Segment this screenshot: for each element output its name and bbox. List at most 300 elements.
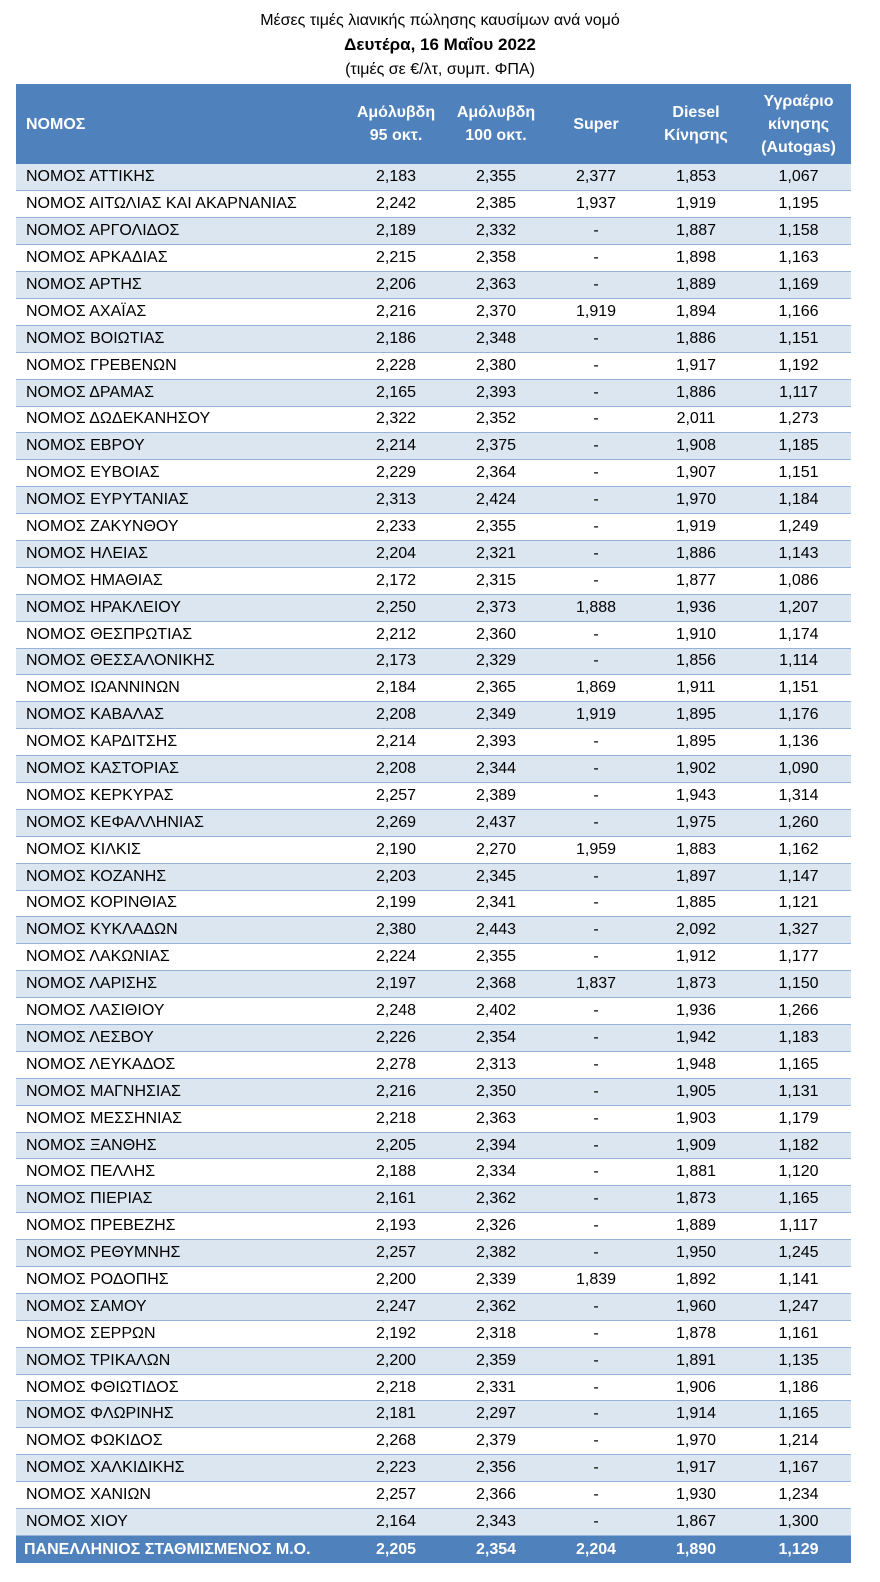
price-unleaded-95: 2,212 [346, 621, 446, 648]
table-row [16, 272, 851, 299]
prefecture-name: ΝΟΜΟΣ ΧΙΟΥ [16, 1509, 346, 1536]
price-super: - [546, 325, 646, 352]
price-super: 1,839 [546, 1267, 646, 1294]
prefecture-name: ΝΟΜΟΣ ΦΘΙΩΤΙΔΟΣ [16, 1374, 346, 1401]
column-header-diesel [646, 84, 746, 164]
price-super: 1,937 [546, 191, 646, 218]
table-row [16, 540, 851, 567]
price-autogas: 1,207 [746, 594, 851, 621]
price-unleaded-100: 2,355 [446, 944, 546, 971]
price-unleaded-95: 2,214 [346, 729, 446, 756]
column-header-line: ΝΟΜΟΣ [26, 115, 86, 133]
price-unleaded-100: 2,393 [446, 729, 546, 756]
price-super: - [546, 1132, 646, 1159]
prefecture-name: ΝΟΜΟΣ ΙΩΑΝΝΙΝΩΝ [16, 675, 346, 702]
table-row [16, 1213, 851, 1240]
price-super: - [546, 406, 646, 433]
table-row [16, 379, 851, 406]
table-row [16, 917, 851, 944]
price-diesel: 1,912 [646, 944, 746, 971]
price-unleaded-95: 2,184 [346, 675, 446, 702]
table-row [16, 1374, 851, 1401]
price-diesel: 1,908 [646, 433, 746, 460]
price-unleaded-95: 2,226 [346, 1025, 446, 1052]
price-diesel: 1,936 [646, 998, 746, 1025]
prefecture-name: ΝΟΜΟΣ ΛΕΣΒΟΥ [16, 1025, 346, 1052]
column-header-line: Diesel [672, 104, 720, 121]
price-autogas: 1,067 [746, 164, 851, 191]
column-header-prefecture [16, 84, 346, 164]
table-footer [16, 1535, 851, 1563]
price-unleaded-95: 2,186 [346, 325, 446, 352]
document-date: Δευτέρα, 16 Μαΐου 2022 [344, 35, 536, 54]
price-unleaded-95: 2,224 [346, 944, 446, 971]
price-autogas: 1,167 [746, 1455, 851, 1482]
price-unleaded-100: 2,362 [446, 1186, 546, 1213]
price-unleaded-100: 2,355 [446, 164, 546, 191]
price-autogas: 1,166 [746, 298, 851, 325]
prefecture-name: ΝΟΜΟΣ ΣΕΡΡΩΝ [16, 1320, 346, 1347]
price-unleaded-100: 2,345 [446, 863, 546, 890]
price-diesel: 1,930 [646, 1482, 746, 1509]
column-header-unleaded-100 [446, 84, 546, 164]
price-autogas: 1,165 [746, 1401, 851, 1428]
price-unleaded-100: 2,368 [446, 971, 546, 998]
price-diesel: 1,917 [646, 1455, 746, 1482]
price-unleaded-95: 2,200 [346, 1347, 446, 1374]
price-autogas: 1,214 [746, 1428, 851, 1455]
price-diesel: 1,914 [646, 1401, 746, 1428]
price-autogas: 1,151 [746, 675, 851, 702]
table-row [16, 944, 851, 971]
prefecture-name: ΝΟΜΟΣ ΑΡΚΑΔΙΑΣ [16, 245, 346, 272]
prefecture-name: ΝΟΜΟΣ ΑΧΑΪΑΣ [16, 298, 346, 325]
table-row [16, 406, 851, 433]
prefecture-name: ΝΟΜΟΣ ΘΕΣΣΑΛΟΝΙΚΗΣ [16, 648, 346, 675]
price-diesel: 1,895 [646, 702, 746, 729]
price-unleaded-95: 2,269 [346, 809, 446, 836]
price-unleaded-100: 2,443 [446, 917, 546, 944]
price-unleaded-95: 2,247 [346, 1293, 446, 1320]
price-diesel: 1,873 [646, 971, 746, 998]
price-unleaded-100: 2,380 [446, 352, 546, 379]
price-autogas: 1,183 [746, 1025, 851, 1052]
price-diesel: 1,891 [646, 1347, 746, 1374]
table-row [16, 1320, 851, 1347]
price-diesel: 1,902 [646, 756, 746, 783]
prefecture-name: ΝΟΜΟΣ ΦΩΚΙΔΟΣ [16, 1428, 346, 1455]
price-diesel: 1,910 [646, 621, 746, 648]
column-header-line: Αμόλυβδη [356, 104, 436, 121]
prefecture-name: ΝΟΜΟΣ ΧΑΛΚΙΔΙΚΗΣ [16, 1455, 346, 1482]
price-autogas: 1,165 [746, 1051, 851, 1078]
price-super: - [546, 1159, 646, 1186]
price-super: - [546, 1293, 646, 1320]
price-unleaded-100: 2,350 [446, 1078, 546, 1105]
price-diesel: 1,886 [646, 325, 746, 352]
price-unleaded-100: 2,360 [446, 621, 546, 648]
price-unleaded-100: 2,363 [446, 1105, 546, 1132]
prefecture-name: ΝΟΜΟΣ ΦΛΩΡΙΝΗΣ [16, 1401, 346, 1428]
prefecture-name: ΝΟΜΟΣ ΜΑΓΝΗΣΙΑΣ [16, 1078, 346, 1105]
price-diesel: 1,919 [646, 514, 746, 541]
table-row [16, 1347, 851, 1374]
prefecture-name: ΝΟΜΟΣ ΚΑΡΔΙΤΣΗΣ [16, 729, 346, 756]
table-row [16, 1078, 851, 1105]
price-unleaded-95: 2,188 [346, 1159, 446, 1186]
prefecture-name: ΝΟΜΟΣ ΗΡΑΚΛΕΙΟΥ [16, 594, 346, 621]
prefecture-name: ΝΟΜΟΣ ΣΑΜΟΥ [16, 1293, 346, 1320]
price-unleaded-95: 2,192 [346, 1320, 446, 1347]
price-diesel: 1,881 [646, 1159, 746, 1186]
price-unleaded-100: 2,370 [446, 298, 546, 325]
price-unleaded-95: 2,257 [346, 782, 446, 809]
price-diesel: 1,917 [646, 352, 746, 379]
price-unleaded-95: 2,380 [346, 917, 446, 944]
price-autogas: 1,169 [746, 272, 851, 299]
price-unleaded-100: 2,362 [446, 1293, 546, 1320]
price-diesel: 1,889 [646, 272, 746, 299]
price-autogas: 1,260 [746, 809, 851, 836]
price-autogas: 1,186 [746, 1374, 851, 1401]
price-diesel: 1,909 [646, 1132, 746, 1159]
price-super: - [546, 460, 646, 487]
table-row [16, 594, 851, 621]
price-unleaded-100: 2,366 [446, 1482, 546, 1509]
price-unleaded-95: 2,223 [346, 1455, 446, 1482]
table-row [16, 756, 851, 783]
price-unleaded-100: 2,424 [446, 487, 546, 514]
price-unleaded-95: 2,229 [346, 460, 446, 487]
price-unleaded-95: 2,208 [346, 756, 446, 783]
prefecture-name: ΝΟΜΟΣ ΧΑΝΙΩΝ [16, 1482, 346, 1509]
column-header-line: Κίνησης [664, 127, 728, 144]
national-average-unleaded-95: 2,205 [375, 1540, 417, 1558]
price-autogas: 1,147 [746, 863, 851, 890]
price-unleaded-95: 2,200 [346, 1267, 446, 1294]
price-diesel: 1,895 [646, 729, 746, 756]
price-diesel: 1,970 [646, 1428, 746, 1455]
price-super: - [546, 729, 646, 756]
prefecture-name: ΝΟΜΟΣ ΘΕΣΠΡΩΤΙΑΣ [16, 621, 346, 648]
document-units-note: (τιμές σε €/λτ, συμπ. ΦΠΑ) [345, 61, 535, 78]
price-unleaded-100: 2,313 [446, 1051, 546, 1078]
prefecture-name: ΝΟΜΟΣ ΚΕΦΑΛΛΗΝΙΑΣ [16, 809, 346, 836]
table-row [16, 433, 851, 460]
national-average-super: 2,204 [575, 1540, 617, 1558]
price-diesel: 1,905 [646, 1078, 746, 1105]
price-super: - [546, 1240, 646, 1267]
table-row [16, 1509, 851, 1536]
price-unleaded-95: 2,208 [346, 702, 446, 729]
table-row [16, 245, 851, 272]
price-autogas: 1,300 [746, 1509, 851, 1536]
price-unleaded-100: 2,364 [446, 460, 546, 487]
table-row [16, 890, 851, 917]
price-unleaded-95: 2,242 [346, 191, 446, 218]
price-unleaded-95: 2,203 [346, 863, 446, 890]
price-autogas: 1,136 [746, 729, 851, 756]
price-diesel: 1,889 [646, 1213, 746, 1240]
table-row [16, 298, 851, 325]
price-unleaded-100: 2,393 [446, 379, 546, 406]
price-autogas: 1,090 [746, 756, 851, 783]
price-unleaded-95: 2,161 [346, 1186, 446, 1213]
price-unleaded-95: 2,165 [346, 379, 446, 406]
price-super: - [546, 1455, 646, 1482]
column-header-line: Super [573, 115, 619, 133]
price-unleaded-100: 2,334 [446, 1159, 546, 1186]
table-row [16, 218, 851, 245]
price-unleaded-95: 2,190 [346, 836, 446, 863]
prefecture-name: ΝΟΜΟΣ ΠΕΛΛΗΣ [16, 1159, 346, 1186]
price-unleaded-100: 2,349 [446, 702, 546, 729]
table-row [16, 1105, 851, 1132]
table-row [16, 1455, 851, 1482]
price-super: - [546, 809, 646, 836]
price-autogas: 1,165 [746, 1186, 851, 1213]
price-diesel: 1,950 [646, 1240, 746, 1267]
prefecture-name: ΝΟΜΟΣ ΗΛΕΙΑΣ [16, 540, 346, 567]
price-unleaded-100: 2,329 [446, 648, 546, 675]
price-autogas: 1,117 [746, 1213, 851, 1240]
table-row [16, 1240, 851, 1267]
price-unleaded-95: 2,216 [346, 298, 446, 325]
price-super: - [546, 944, 646, 971]
price-unleaded-100: 2,363 [446, 272, 546, 299]
price-super: - [546, 1105, 646, 1132]
price-super: - [546, 917, 646, 944]
price-autogas: 1,179 [746, 1105, 851, 1132]
prefecture-name: ΝΟΜΟΣ ΔΩΔΕΚΑΝΗΣΟΥ [16, 406, 346, 433]
price-super: - [546, 245, 646, 272]
table-row [16, 514, 851, 541]
price-super: - [546, 1213, 646, 1240]
prefecture-name: ΝΟΜΟΣ ΓΡΕΒΕΝΩΝ [16, 352, 346, 379]
price-diesel: 1,892 [646, 1267, 746, 1294]
price-super: - [546, 998, 646, 1025]
price-unleaded-100: 2,326 [446, 1213, 546, 1240]
price-super: - [546, 1078, 646, 1105]
table-row [16, 782, 851, 809]
price-unleaded-100: 2,365 [446, 675, 546, 702]
price-super: - [546, 1428, 646, 1455]
price-unleaded-100: 2,354 [446, 1025, 546, 1052]
national-average-unleaded-100: 2,354 [475, 1540, 517, 1558]
price-autogas: 1,121 [746, 890, 851, 917]
table-row [16, 809, 851, 836]
price-autogas: 1,177 [746, 944, 851, 971]
price-super: - [546, 1482, 646, 1509]
price-unleaded-95: 2,189 [346, 218, 446, 245]
table-row [16, 1267, 851, 1294]
table-row [16, 675, 851, 702]
price-diesel: 1,897 [646, 863, 746, 890]
price-unleaded-95: 2,173 [346, 648, 446, 675]
national-average-autogas: 1,129 [778, 1540, 819, 1558]
prefecture-name: ΝΟΜΟΣ ΚΟΡΙΝΘΙΑΣ [16, 890, 346, 917]
price-autogas: 1,273 [746, 406, 851, 433]
price-unleaded-100: 2,348 [446, 325, 546, 352]
price-super: - [546, 1051, 646, 1078]
table-row [16, 191, 851, 218]
price-super: - [546, 648, 646, 675]
price-autogas: 1,185 [746, 433, 851, 460]
column-header-super [546, 84, 646, 164]
table-row [16, 567, 851, 594]
table-row [16, 164, 851, 191]
column-header-unleaded-95 [346, 84, 446, 164]
prefecture-name: ΝΟΜΟΣ ΚΙΛΚΙΣ [16, 836, 346, 863]
table-row [16, 1401, 851, 1428]
price-super: - [546, 272, 646, 299]
table-row [16, 1293, 851, 1320]
table-row [16, 1428, 851, 1455]
prefecture-name: ΝΟΜΟΣ ΠΡΕΒΕΖΗΣ [16, 1213, 346, 1240]
price-super: - [546, 1347, 646, 1374]
prefecture-name: ΝΟΜΟΣ ΑΡΓΟΛΙΔΟΣ [16, 218, 346, 245]
price-unleaded-95: 2,164 [346, 1509, 446, 1536]
price-unleaded-95: 2,214 [346, 433, 446, 460]
price-diesel: 1,883 [646, 836, 746, 863]
price-autogas: 1,314 [746, 782, 851, 809]
price-autogas: 1,151 [746, 460, 851, 487]
price-autogas: 1,162 [746, 836, 851, 863]
price-super: - [546, 621, 646, 648]
price-super: - [546, 540, 646, 567]
national-average-diesel: 1,890 [675, 1540, 717, 1558]
price-super: 1,919 [546, 702, 646, 729]
price-unleaded-100: 2,297 [446, 1401, 546, 1428]
price-unleaded-100: 2,343 [446, 1509, 546, 1536]
price-autogas: 1,086 [746, 567, 851, 594]
table-row [16, 460, 851, 487]
price-diesel: 1,942 [646, 1025, 746, 1052]
table-row [16, 836, 851, 863]
price-autogas: 1,163 [746, 245, 851, 272]
price-unleaded-100: 2,321 [446, 540, 546, 567]
table-row [16, 352, 851, 379]
price-unleaded-95: 2,250 [346, 594, 446, 621]
price-unleaded-95: 2,181 [346, 1401, 446, 1428]
price-diesel: 1,886 [646, 379, 746, 406]
table-row [16, 1025, 851, 1052]
price-unleaded-95: 2,228 [346, 352, 446, 379]
price-unleaded-100: 2,339 [446, 1267, 546, 1294]
price-unleaded-95: 2,268 [346, 1428, 446, 1455]
price-unleaded-100: 2,344 [446, 756, 546, 783]
price-autogas: 1,184 [746, 487, 851, 514]
price-diesel: 2,092 [646, 917, 746, 944]
column-header-line: Αμόλυβδη [456, 104, 536, 121]
prefecture-name: ΝΟΜΟΣ ΤΡΙΚΑΛΩΝ [16, 1347, 346, 1374]
price-super: - [546, 1509, 646, 1536]
price-autogas: 1,249 [746, 514, 851, 541]
price-autogas: 1,150 [746, 971, 851, 998]
prefecture-name: ΝΟΜΟΣ ΠΙΕΡΙΑΣ [16, 1186, 346, 1213]
national-average-label: ΠΑΝΕΛΛΗΝΙΟΣ ΣΤΑΘΜΙΣΜΕΝΟΣ Μ.Ο. [24, 1540, 311, 1558]
price-super: - [546, 1025, 646, 1052]
price-super: - [546, 1374, 646, 1401]
price-diesel: 1,948 [646, 1051, 746, 1078]
price-unleaded-95: 2,206 [346, 272, 446, 299]
price-diesel: 1,856 [646, 648, 746, 675]
price-autogas: 1,174 [746, 621, 851, 648]
price-unleaded-100: 2,389 [446, 782, 546, 809]
price-diesel: 1,970 [646, 487, 746, 514]
price-super: - [546, 1186, 646, 1213]
price-unleaded-100: 2,270 [446, 836, 546, 863]
prefecture-name: ΝΟΜΟΣ ΛΑΚΩΝΙΑΣ [16, 944, 346, 971]
table-row [16, 1159, 851, 1186]
prefecture-name: ΝΟΜΟΣ ΞΑΝΘΗΣ [16, 1132, 346, 1159]
price-diesel: 1,873 [646, 1186, 746, 1213]
prefecture-name: ΝΟΜΟΣ ΚΑΒΑΛΑΣ [16, 702, 346, 729]
table-row [16, 487, 851, 514]
fuel-prices-table [16, 84, 851, 1563]
price-autogas: 1,266 [746, 998, 851, 1025]
price-unleaded-100: 2,341 [446, 890, 546, 917]
prefecture-name: ΝΟΜΟΣ ΚΑΣΤΟΡΙΑΣ [16, 756, 346, 783]
price-unleaded-95: 2,218 [346, 1105, 446, 1132]
table-row [16, 1482, 851, 1509]
price-super: - [546, 782, 646, 809]
price-unleaded-95: 2,172 [346, 567, 446, 594]
price-unleaded-100: 2,355 [446, 514, 546, 541]
price-diesel: 1,943 [646, 782, 746, 809]
price-unleaded-100: 2,352 [446, 406, 546, 433]
price-autogas: 1,161 [746, 1320, 851, 1347]
price-unleaded-100: 2,332 [446, 218, 546, 245]
price-unleaded-100: 2,373 [446, 594, 546, 621]
price-autogas: 1,182 [746, 1132, 851, 1159]
price-autogas: 1,143 [746, 540, 851, 567]
price-diesel: 2,011 [646, 406, 746, 433]
price-autogas: 1,195 [746, 191, 851, 218]
price-diesel: 1,919 [646, 191, 746, 218]
price-unleaded-95: 2,233 [346, 514, 446, 541]
price-unleaded-95: 2,193 [346, 1213, 446, 1240]
price-unleaded-100: 2,358 [446, 245, 546, 272]
prefecture-name: ΝΟΜΟΣ ΕΥΒΟΙΑΣ [16, 460, 346, 487]
price-autogas: 1,176 [746, 702, 851, 729]
price-diesel: 1,906 [646, 1374, 746, 1401]
prefecture-name: ΝΟΜΟΣ ΛΕΥΚΑΔΟΣ [16, 1051, 346, 1078]
table-header [16, 84, 851, 164]
price-unleaded-100: 2,356 [446, 1455, 546, 1482]
price-unleaded-95: 2,322 [346, 406, 446, 433]
price-autogas: 1,135 [746, 1347, 851, 1374]
price-unleaded-100: 2,359 [446, 1347, 546, 1374]
prefecture-name: ΝΟΜΟΣ ΚΥΚΛΑΔΩΝ [16, 917, 346, 944]
prefecture-name: ΝΟΜΟΣ ΛΑΡΙΣΗΣ [16, 971, 346, 998]
price-diesel: 1,898 [646, 245, 746, 272]
prefecture-name: ΝΟΜΟΣ ΕΥΡΥΤΑΝΙΑΣ [16, 487, 346, 514]
table-row [16, 702, 851, 729]
price-diesel: 1,886 [646, 540, 746, 567]
prefecture-name: ΝΟΜΟΣ ΑΡΤΗΣ [16, 272, 346, 299]
column-header-line: 95 οκτ. [369, 127, 423, 144]
table-row [16, 998, 851, 1025]
column-header-line: κίνησης [767, 115, 830, 133]
price-diesel: 1,911 [646, 675, 746, 702]
price-super: 1,919 [546, 298, 646, 325]
prefecture-name: ΝΟΜΟΣ ΚΕΡΚΥΡΑΣ [16, 782, 346, 809]
price-super: - [546, 1320, 646, 1347]
price-unleaded-95: 2,199 [346, 890, 446, 917]
price-super: 2,377 [546, 164, 646, 191]
price-autogas: 1,141 [746, 1267, 851, 1294]
